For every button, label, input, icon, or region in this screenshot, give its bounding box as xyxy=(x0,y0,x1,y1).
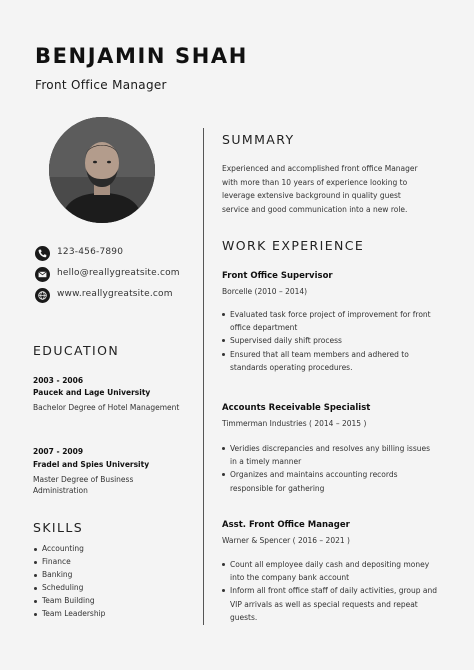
contact-phone xyxy=(35,246,205,262)
job-title: Asst. Front Office Manager xyxy=(222,520,350,530)
job-company: Timmerman Industries ( 2014 – 2015 ) xyxy=(222,419,367,428)
education-degree: Master Degree of Business Administration xyxy=(33,475,134,495)
education-years: 2007 - 2009 xyxy=(33,447,84,456)
skill-item: Team Building xyxy=(33,595,183,608)
contact-email-text: hello@reallygreatsite.com xyxy=(57,268,180,278)
job-company: Warner & Spencer ( 2016 – 2021 ) xyxy=(222,536,350,545)
column-divider xyxy=(203,128,204,625)
profile-photo xyxy=(49,117,155,223)
education-heading: EDUCATION xyxy=(33,343,120,358)
contact-website[interactable] xyxy=(35,288,205,304)
job-bullet: Ensured that all team members and adhered to standards operating procedures. xyxy=(222,348,437,374)
contact-phone-text: 123-456-7890 xyxy=(57,247,124,257)
job-bullets xyxy=(222,308,437,374)
contact-website-text: www.reallygreatsite.com xyxy=(57,289,173,299)
job-bullet: Veridies discrepancies and resolves any billing issues in a timely manner xyxy=(222,442,437,468)
job-bullet: Supervised daily shift process xyxy=(222,334,437,347)
skill-item: Finance xyxy=(33,556,183,569)
job-bullet: Organizes and maintains accounting records responsible for gathering xyxy=(222,468,437,494)
summary-heading: SUMMARY xyxy=(222,132,295,147)
job-bullet: Count all employee daily cash and depositing money into the company bank account xyxy=(222,558,437,584)
skills-heading: SKILLS xyxy=(33,520,84,535)
skills-list xyxy=(33,543,183,621)
skill-item: Scheduling xyxy=(33,582,183,595)
phone-icon xyxy=(35,246,50,261)
skill-item: Banking xyxy=(33,569,183,582)
job-bullets xyxy=(222,558,437,624)
job-company: Borcelle (2010 – 2014) xyxy=(222,287,308,296)
contact-email[interactable] xyxy=(35,267,205,283)
education-school: Paucek and Lage University xyxy=(33,388,151,397)
education-school: Fradel and Spies University xyxy=(33,460,150,469)
skill-item: Team Leadership xyxy=(33,608,183,621)
education-years: 2003 - 2006 xyxy=(33,376,84,385)
mail-icon xyxy=(35,267,50,282)
education-degree: Bachelor Degree of Hotel Management xyxy=(33,403,180,412)
skill-item: Accounting xyxy=(33,543,183,556)
summary-text: Experienced and accomplished front office Manager with more than 10 years of experience looking to leverage extensive background in quality guest service and good communication into a new role. xyxy=(222,164,418,214)
job-bullet: Evaluated task force project of improvement for front office department xyxy=(222,308,437,334)
job-bullet: Inform all front office staff of daily activities, group and VIP arrivals as well as special requests and repeat guests. xyxy=(222,584,437,624)
job-title: Front Office Supervisor xyxy=(222,271,333,281)
job-title: Accounts Receivable Specialist xyxy=(222,403,371,413)
candidate-role: Front Office Manager xyxy=(35,78,167,92)
profile-portrait-icon xyxy=(49,117,155,223)
job-bullets xyxy=(222,442,437,495)
globe-icon xyxy=(35,288,50,303)
candidate-name: BENJAMIN SHAH xyxy=(35,44,248,68)
work-experience-heading: WORK EXPERIENCE xyxy=(222,238,365,253)
